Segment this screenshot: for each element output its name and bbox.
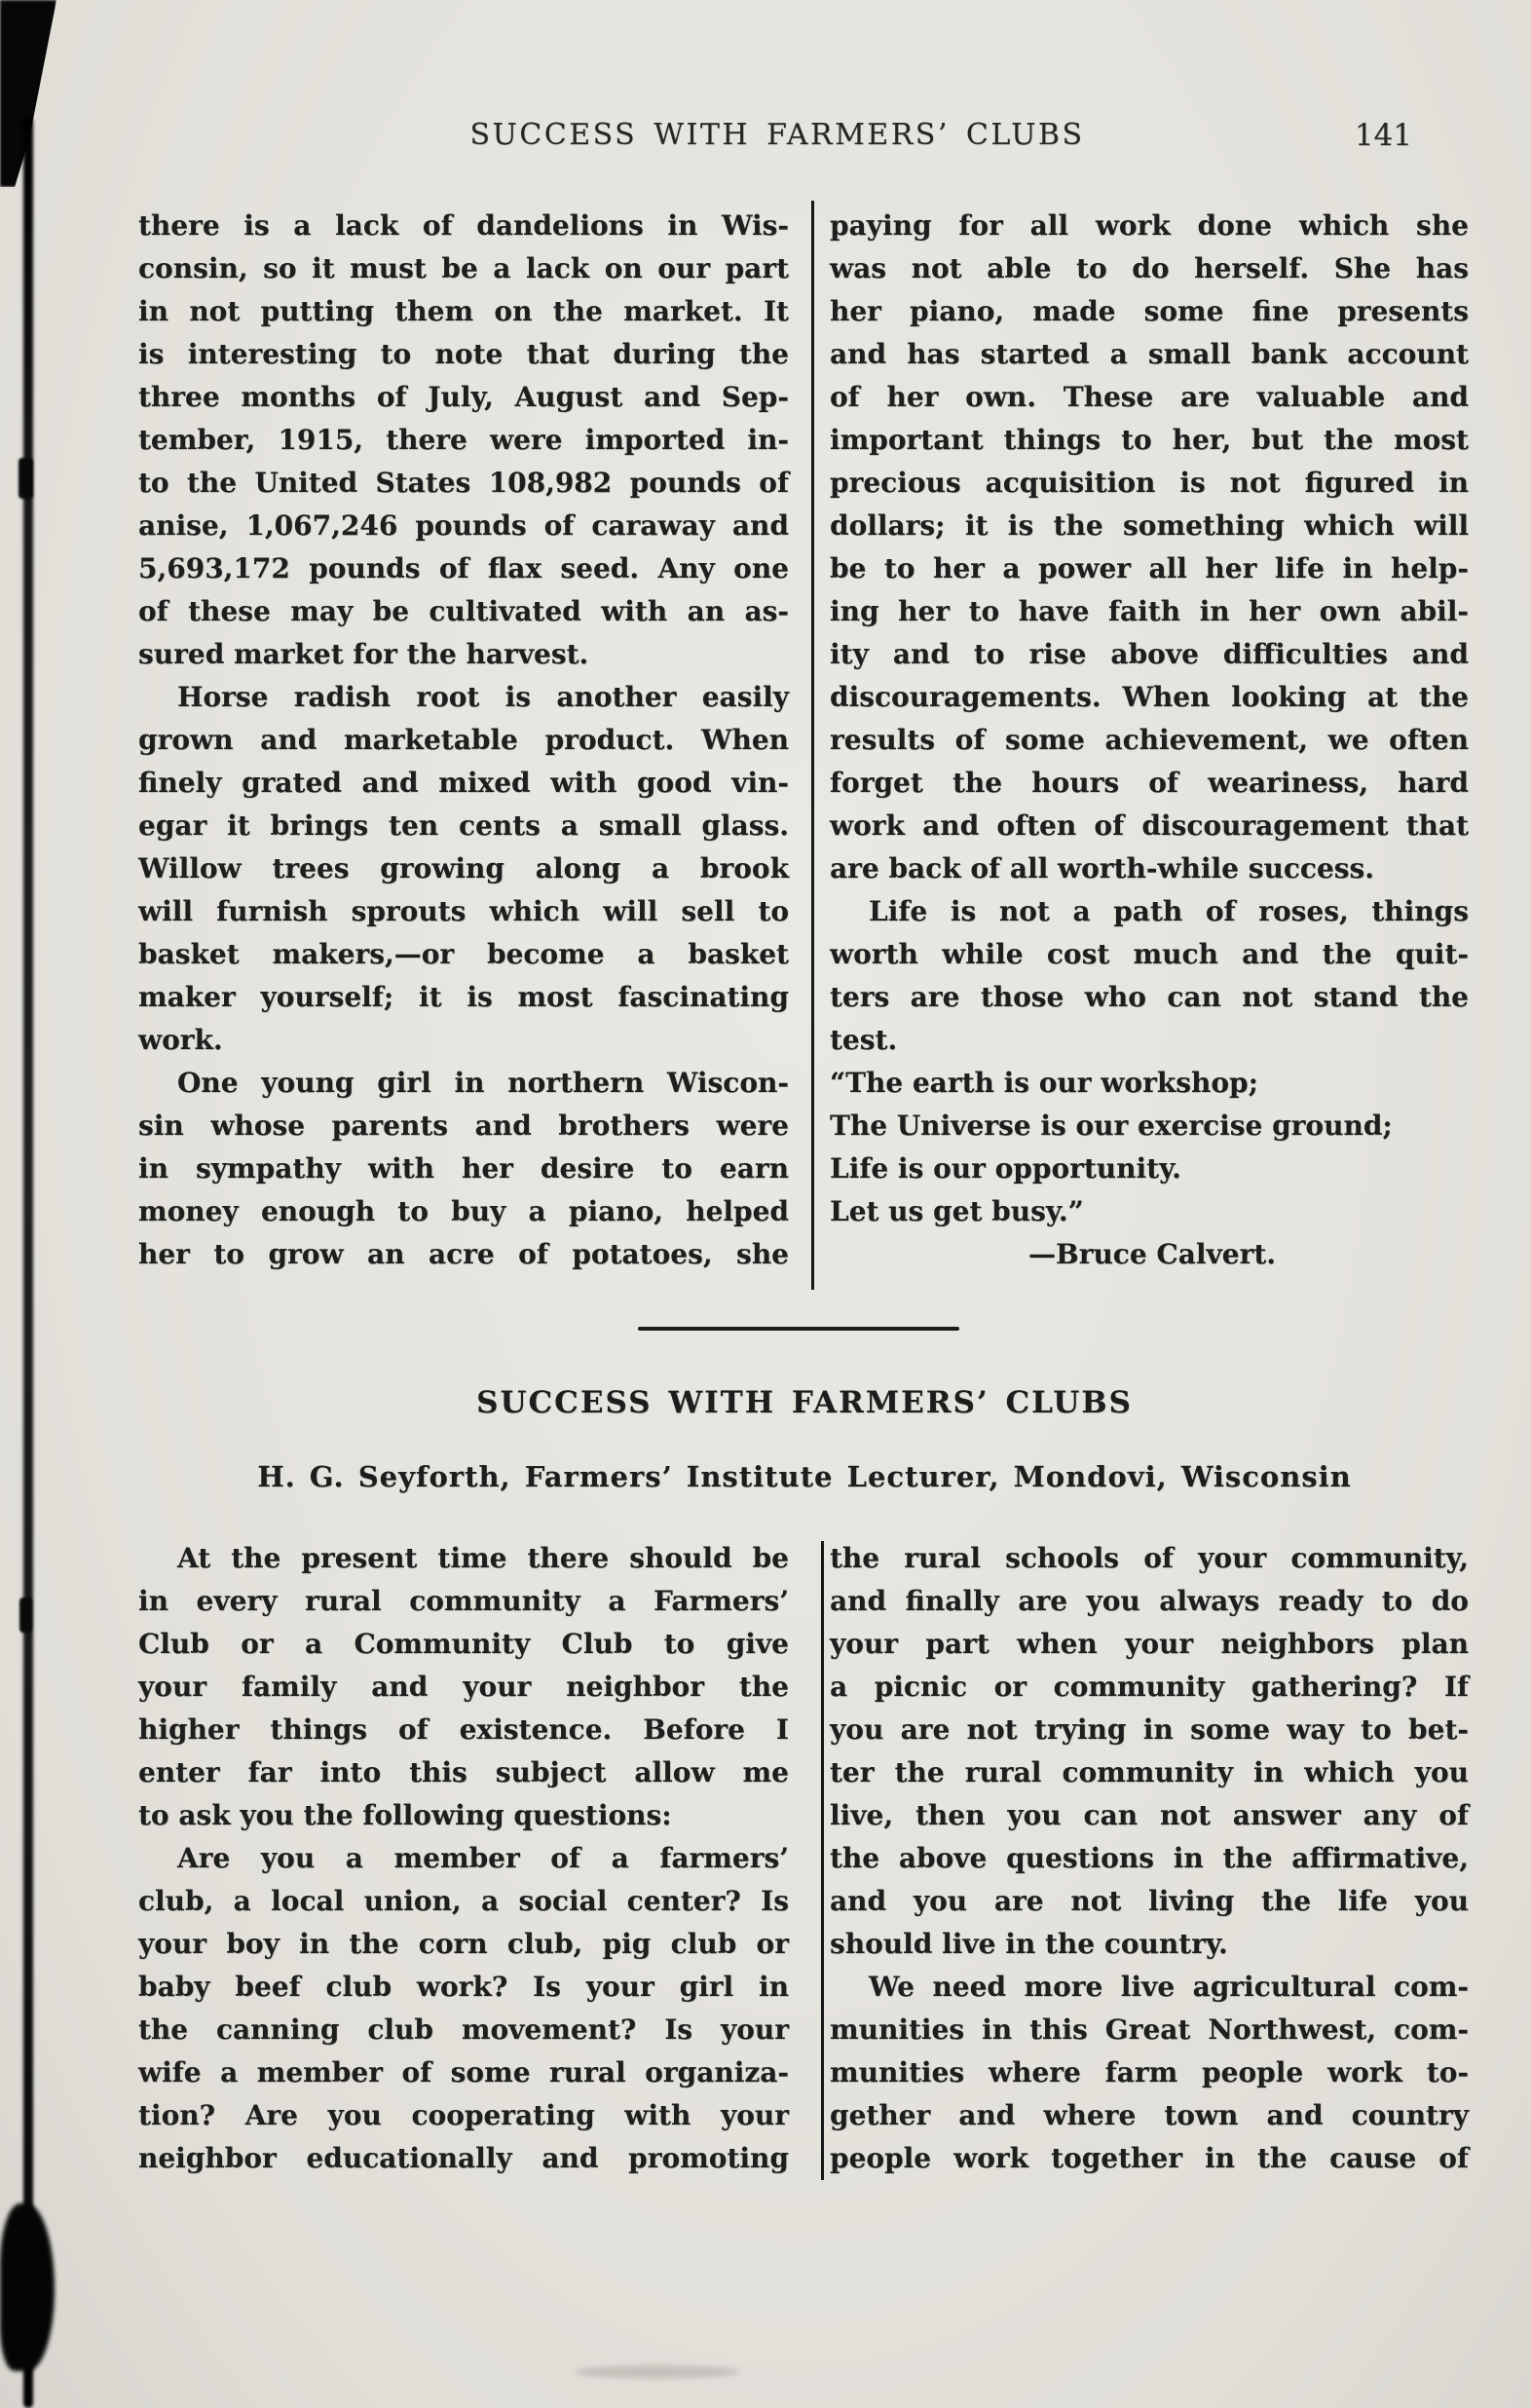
text-line: her piano, made some fine presents — [830, 295, 1469, 327]
text-line: are back of all worth-while success. — [830, 852, 1375, 884]
text-line: will furnish sprouts which will sell to — [138, 895, 789, 927]
text-line: people work together in the cause of — [830, 2142, 1469, 2174]
text-line: —Bruce Calvert. — [1028, 1238, 1276, 1270]
text-line: a picnic or community gathering? If — [830, 1671, 1469, 1703]
text-line: tion? Are you cooperating with your — [138, 2099, 789, 2131]
text-line: ity and to rise above difficulties and — [830, 638, 1469, 670]
text-line: the rural schools of your community, — [830, 1542, 1469, 1574]
text-line: Willow trees growing along a brook — [138, 852, 789, 884]
text-line: work and often of discouragement that — [830, 809, 1469, 842]
text-line: ters are those who can not stand the — [830, 981, 1469, 1013]
bottom-left-column — [138, 1537, 789, 2180]
paragraph — [830, 1537, 1469, 1966]
text-line: maker yourself; it is most fascinating — [138, 981, 789, 1013]
text-line: and you are not living the life you — [830, 1885, 1469, 1917]
text-line: forget the hours of weariness, hard — [830, 767, 1469, 799]
text-line: 5,693,172 pounds of flax seed. Any one — [138, 552, 789, 584]
text-line: in every rural community a Farmers’ — [138, 1585, 789, 1617]
text-line: in sympathy with her desire to earn — [138, 1152, 789, 1185]
text-line: neighbor educationally and promoting — [138, 2142, 789, 2174]
text-line: basket makers,—or become a basket — [138, 938, 789, 970]
text-line: club, a local union, a social center? Is — [138, 1885, 789, 1917]
text-line: the above questions in the affirmative, — [830, 1842, 1469, 1874]
top-right-column — [830, 205, 1469, 1276]
text-line: Life is our opportunity. — [830, 1152, 1181, 1185]
text-line: We need more live agricultural com- — [869, 1971, 1469, 2003]
text-line: consin, so it must be a lack on our part — [138, 252, 789, 284]
text-line: three months of July, August and Sep- — [138, 381, 789, 413]
text-line: Are you a member of a farmers’ — [177, 1842, 789, 1874]
text-line: Club or a Community Club to give — [138, 1628, 789, 1660]
text-line: the canning club movement? Is your — [138, 2013, 789, 2046]
text-line: and finally are you always ready to do — [830, 1585, 1469, 1617]
text-line: should live in the country. — [830, 1928, 1228, 1960]
text-line: gether and where town and country — [830, 2099, 1469, 2131]
text-line: sin whose parents and brothers were — [138, 1110, 789, 1142]
paragraph — [138, 1837, 789, 2180]
page-number: 141 — [1354, 118, 1412, 153]
text-line: and has started a small bank account — [830, 338, 1469, 370]
text-line: of her own. These are valuable and — [830, 381, 1469, 413]
top-left-column — [138, 205, 789, 1276]
text-line: Life is not a path of roses, things — [869, 895, 1469, 927]
text-line: At the present time there should be — [177, 1542, 789, 1574]
text-line: ter the rural community in which you — [830, 1756, 1469, 1788]
text-line: your family and your neighbor the — [138, 1671, 789, 1703]
text-line: be to her a power all her life in help- — [830, 552, 1469, 584]
text-line: dollars; it is the something which will — [830, 509, 1469, 542]
text-line: is interesting to note that during the — [138, 338, 789, 370]
bottom-right-column — [830, 1537, 1469, 2180]
text-line: anise, 1,067,246 pounds of caraway and — [138, 509, 789, 542]
column-divider — [821, 1541, 824, 2180]
text-line: munities in this Great Northwest, com- — [830, 2013, 1469, 2046]
text-line: ing her to have faith in her own abil- — [830, 595, 1469, 627]
text-line: Horse radish root is another easily — [177, 681, 789, 713]
text-line: to ask you the following questions: — [138, 1799, 672, 1831]
text-line: enter far into this subject allow me — [138, 1756, 789, 1788]
text-line: test. — [830, 1024, 898, 1056]
paragraph — [138, 205, 789, 676]
paragraph — [830, 205, 1469, 890]
text-line: egar it brings ten cents a small glass. — [138, 809, 789, 842]
text-line: sured market for the harvest. — [138, 638, 589, 670]
running-header-title: SUCCESS WITH FARMERS’ CLUBS — [469, 118, 1085, 152]
paragraph — [830, 1062, 1469, 1233]
text-line: live, then you can not answer any of — [830, 1799, 1469, 1831]
text-line: The Universe is our exercise ground; — [830, 1110, 1393, 1142]
scan-smudge — [575, 2365, 740, 2379]
text-line: grown and marketable product. When — [138, 724, 789, 756]
text-line: higher things of existence. Before I — [138, 1713, 789, 1746]
text-line: important things to her, but the most — [830, 424, 1469, 456]
text-line: was not able to do herself. She has — [830, 252, 1469, 284]
text-line: Let us get busy.” — [830, 1195, 1084, 1227]
text-line: in not putting them on the market. It — [138, 295, 789, 327]
binding-mark — [19, 458, 33, 499]
text-line: precious acquisition is not figured in — [830, 467, 1469, 499]
section-divider-rule — [638, 1327, 959, 1331]
text-line: of these may be cultivated with an as- — [138, 595, 789, 627]
text-line: you are not trying in some way to bet- — [830, 1713, 1469, 1746]
paragraph — [830, 890, 1469, 1062]
text-line: One young girl in northern Wiscon- — [177, 1067, 789, 1099]
text-line: there is a lack of dandelions in Wis- — [138, 209, 789, 242]
text-line: discouragements. When looking at the — [830, 681, 1469, 713]
binding-mark — [19, 1598, 32, 1633]
binding-shadow-bottom — [0, 2203, 55, 2371]
article-title: SUCCESS WITH FARMERS’ CLUBS — [476, 1385, 1133, 1420]
text-line: “The earth is our workshop; — [830, 1067, 1258, 1099]
text-line: money enough to buy a piano, helped — [138, 1195, 789, 1227]
text-line: wife a member of some rural organiza- — [138, 2056, 789, 2088]
text-line: your boy in the corn club, pig club or — [138, 1928, 789, 1960]
text-line: finely grated and mixed with good vin- — [138, 767, 789, 799]
article-byline: H. G. Seyforth, Farmers’ Institute Lecturer, Mondovi, Wisconsin — [257, 1460, 1352, 1493]
text-line: tember, 1915, there were imported in- — [138, 424, 789, 456]
text-line: her to grow an acre of potatoes, she — [138, 1238, 789, 1270]
paragraph — [138, 1537, 789, 1837]
text-line: munities where farm people work to- — [830, 2056, 1469, 2088]
paragraph — [830, 1233, 1469, 1276]
paragraph — [138, 1062, 789, 1276]
text-line: paying for all work done which she — [830, 209, 1469, 242]
paragraph — [830, 1966, 1469, 2180]
text-line: results of some achievement, we often — [830, 724, 1469, 756]
column-divider — [811, 201, 814, 1290]
text-line: worth while cost much and the quit- — [830, 938, 1469, 970]
text-line: baby beef club work? Is your girl in — [138, 1971, 789, 2003]
paragraph — [138, 676, 789, 1062]
text-line: your part when your neighbors plan — [830, 1628, 1469, 1660]
text-line: work. — [138, 1024, 223, 1056]
text-line: to the United States 108,982 pounds of — [138, 467, 789, 499]
